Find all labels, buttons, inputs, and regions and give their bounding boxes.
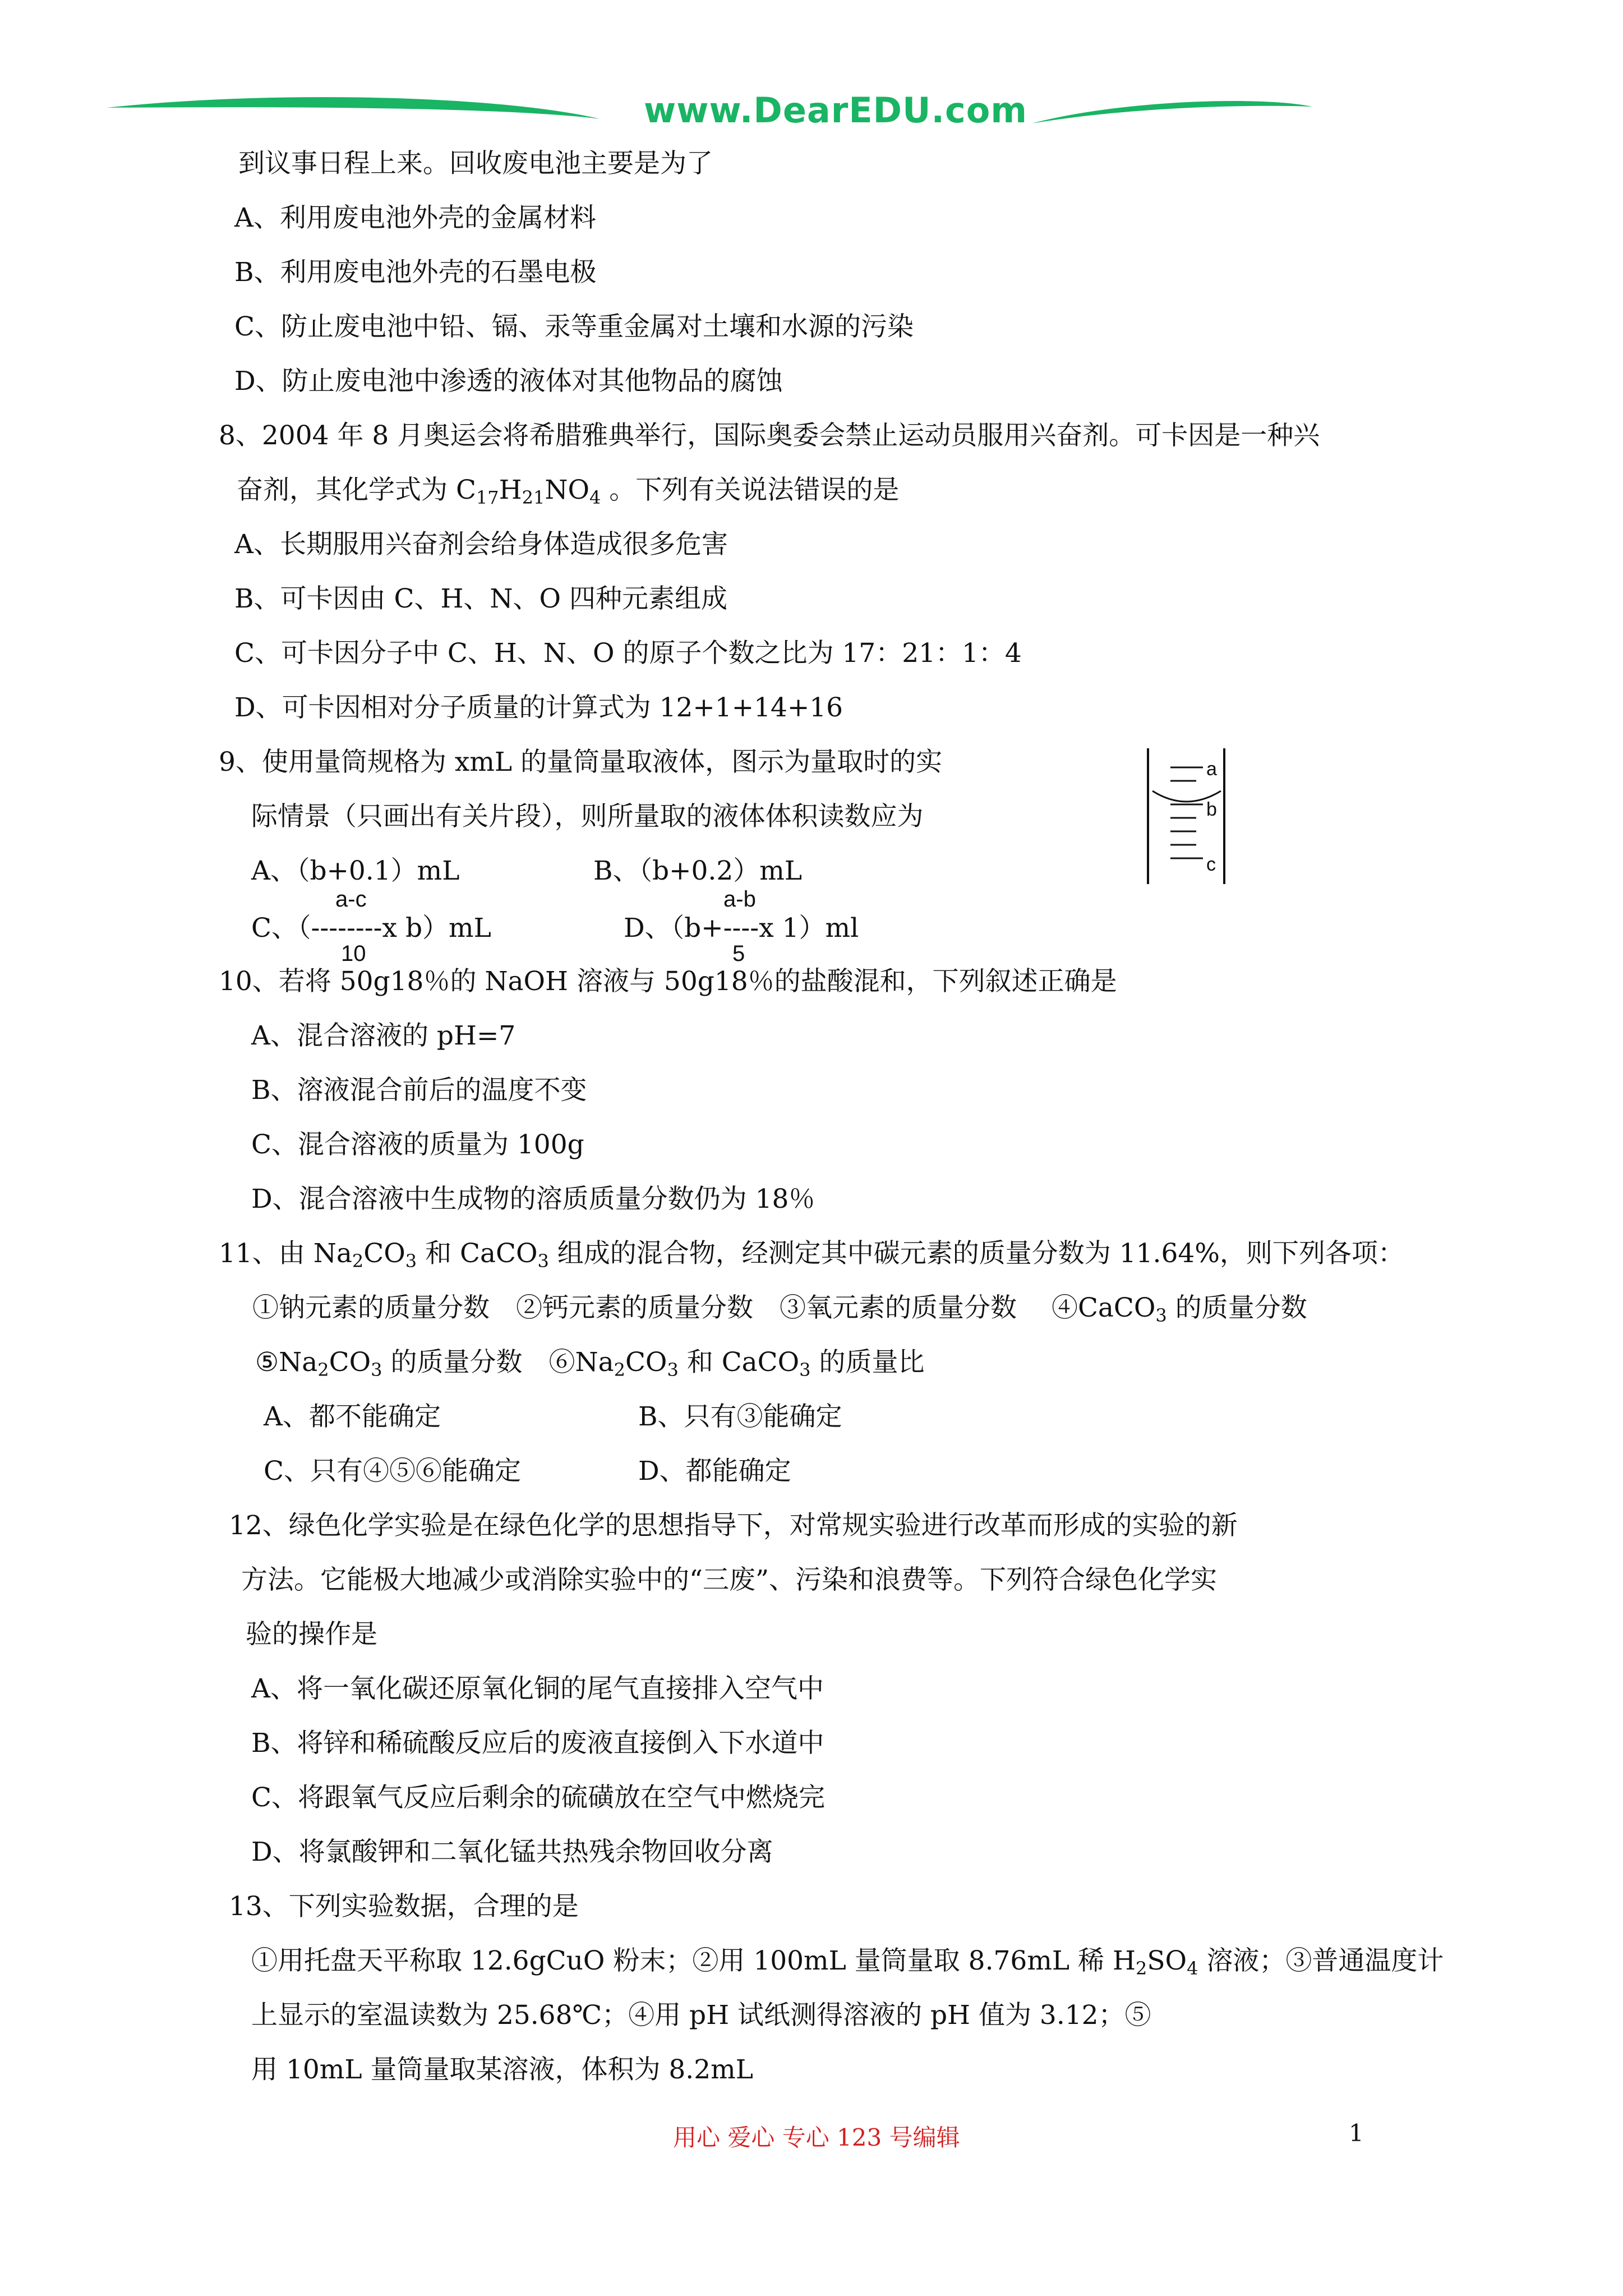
question-8: 8、2004 年 8 月奥运会将希腊雅典举行，国际奥委会禁止运动员服用兴奋剂。可卡因是一种兴	[219, 420, 1320, 451]
option-d: D、将氯酸钾和二氧化锰共热残余物回收分离	[251, 1837, 773, 1867]
fraction-denominator: 10	[341, 941, 366, 966]
label-b: b	[1206, 799, 1217, 820]
option-a: A、（b+0.1）mL	[251, 855, 460, 886]
option-c: C、将跟氧气反应后剩余的硫磺放在空气中燃烧完	[251, 1782, 825, 1813]
question-10: 10、若将 50g18％的 NaOH 溶液与 50g18％的盐酸混和，下列叙述正确是	[219, 966, 1117, 997]
option-d: D、（b+----x 1）ml	[624, 913, 859, 944]
question-8-formula-line: 奋剂，其化学式为 $C_{17}H_{21}NO_4$ 。下列有关说法错误的是	[237, 475, 900, 508]
option-b: B、利用废电池外壳的石墨电极	[234, 257, 597, 288]
fraction-denominator: 5	[732, 941, 745, 966]
question-11: 11、由 $Na_2CO_3$ 和 CaCO$_3$ 组成的混合物，经测定其中碳元素的质量分数为 11.64%，则下列各项：	[219, 1238, 1404, 1272]
option-c: C、可卡因分子中 C、H、N、O 的原子个数之比为 17：21：1：4	[234, 638, 1022, 669]
label-c: c	[1206, 854, 1216, 875]
option-b: B、将锌和稀硫酸反应后的废液直接倒入下水道中	[251, 1728, 824, 1759]
question-13-items: 用 10mL 量筒量取某溶液，体积为 8.2mL	[251, 2054, 753, 2085]
option-b: B、溶液混合前后的温度不变	[251, 1075, 587, 1106]
option-a: A、都不能确定	[264, 1401, 441, 1432]
question-13-items: 上显示的室温读数为 25.68℃；④用 pH 试纸测得溶液的 pH 值为 3.12；⑤	[251, 2000, 1151, 2031]
question-13-items: ①用托盘天平称取 12.6gCuO 粉末；②用 100mL 量筒量取 8.76mL 稀 $H_2SO_4$ 溶液；③普通温度计	[251, 1945, 1444, 1979]
question-13: 13、下列实验数据，合理的是	[229, 1891, 579, 1922]
question-9-cont: 际情景（只画出有关片段），则所量取的液体体积读数应为	[251, 801, 924, 832]
option-c: C、混合溶液的质量为 100g	[251, 1129, 584, 1160]
option-a: A、混合溶液的 pH=7	[251, 1020, 516, 1051]
option-c: C、只有④⑤⑥能确定	[264, 1456, 521, 1487]
question-12-cont: 方法。它能极大地减少或消除实验中的“三废”、污染和浪费等。下列符合绿色化学实	[241, 1565, 1218, 1595]
option-b: B、（b+0.2）mL	[593, 855, 803, 886]
option-d: D、混合溶液中生成物的溶质质量分数仍为 18％	[251, 1184, 815, 1214]
question-9: 9、使用量筒规格为 xmL 的量筒量取液体，图示为量取时的实	[219, 747, 943, 777]
question-12-cont: 验的操作是	[246, 1619, 377, 1650]
question-11-items: $⑤Na_2CO_3$ 的质量分数 $⑥Na_2CO_3$ 和 CaCO$_3$ 的质量比	[255, 1347, 925, 1381]
option-b: B、可卡因由 C、H、N、O 四种元素组成	[234, 583, 728, 614]
option-c: C、防止废电池中铅、镉、汞等重金属对土壤和水源的污染	[234, 311, 914, 342]
question-12: 12、绿色化学实验是在绿色化学的思想指导下，对常规实验进行改革而形成的实验的新	[229, 1510, 1238, 1541]
page-number: 1	[1349, 2119, 1364, 2147]
site-title: www.DearEDU.com	[643, 90, 1027, 131]
question-11-items: ①钠元素的质量分数 ②钙元素的质量分数 ③氧元素的质量分数 ④CaCO$_3$ 的质量分数	[252, 1292, 1307, 1326]
option-a: A、将一氧化碳还原氧化铜的尾气直接排入空气中	[251, 1673, 824, 1704]
fraction-numerator: a-b	[723, 887, 756, 912]
option-d: D、防止废电池中渗透的液体对其他物品的腐蚀	[234, 366, 783, 397]
fraction-numerator: a-c	[335, 887, 367, 912]
label-a: a	[1206, 758, 1217, 780]
option-c: C、（--------x b）mL	[251, 913, 491, 944]
option-d: D、都能确定	[638, 1456, 791, 1487]
footer-text: 用心 爱心 专心 123 号编辑	[673, 2124, 960, 2151]
option-b: B、只有③能确定	[638, 1401, 842, 1432]
text-line: 到议事日程上来。回收废电池主要是为了	[238, 148, 713, 179]
option-a: A、长期服用兴奋剂会给身体造成很多危害	[234, 529, 728, 560]
measuring-cylinder-figure	[1141, 746, 1248, 886]
option-a: A、利用废电池外壳的金属材料	[234, 203, 596, 233]
option-d: D、可卡因相对分子质量的计算式为 12+1+14+16	[234, 692, 843, 723]
